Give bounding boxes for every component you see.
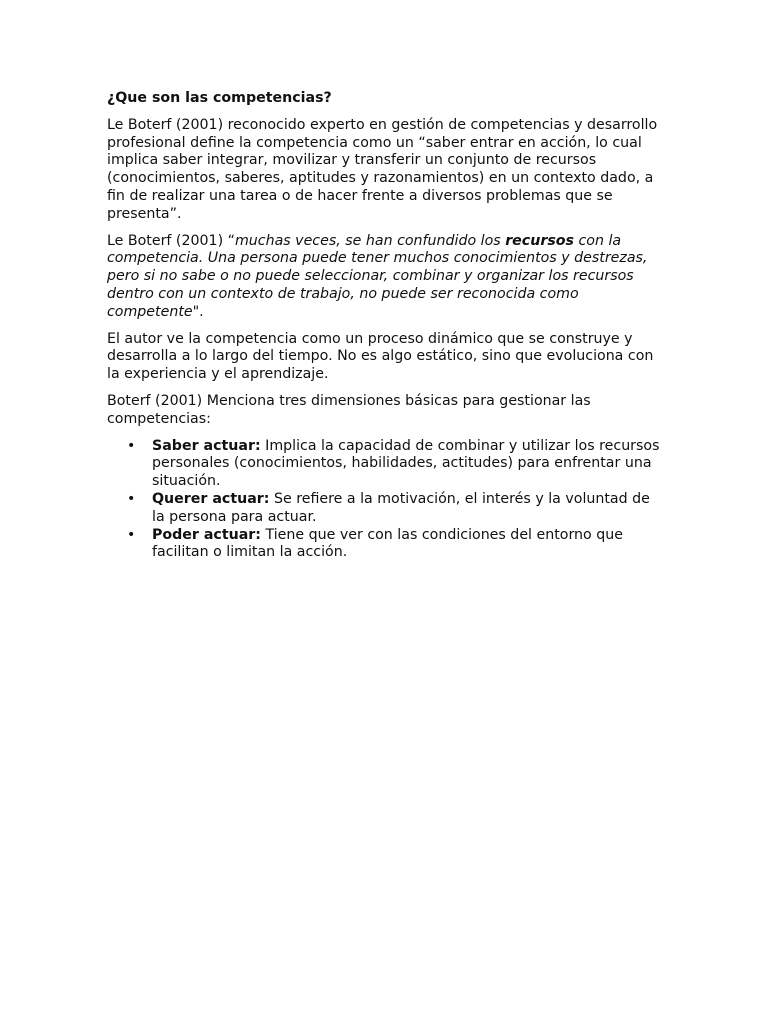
- quote-bold-recursos: recursos: [505, 232, 574, 249]
- list-item: [107, 491, 667, 527]
- quote-text-1: muchas veces, se han confundido los: [234, 232, 506, 249]
- quote-tail: ".: [192, 303, 204, 320]
- quote-lead: Le Boterf (2001) “: [107, 232, 235, 249]
- paragraph-quote: [107, 233, 667, 322]
- document-title: ¿Que son las competencias?: [107, 90, 332, 106]
- list-item-term: Querer actuar:: [152, 490, 270, 507]
- list-item-term: Saber actuar:: [152, 437, 261, 454]
- list-item: [107, 438, 667, 491]
- list-item-text: Se refiere a la motivación, el interés y la voluntad de la persona para actuar.: [152, 490, 650, 525]
- quote-text-2: con la competencia. Una persona puede tener muchos conocimientos y destrezas, pero si no sabe o no puede seleccionar, combinar y organizar los recursos dentro con un contexto de trabajo, no puede ser reconocida como competente: [107, 232, 648, 320]
- paragraph-definition: Le Boterf (2001) reconocido experto en gestión de competencias y desarrollo profesional define la competencia como un “saber entrar en acción, lo cual implica saber integrar, movilizar y transferir un conjunto de recursos (conocimientos, saberes, aptitudes y razonamientos) en un contexto dado, a fin de realizar una tarea o de hacer frente a diversos problemas que se presenta”.: [107, 116, 658, 222]
- list-item-term: Poder actuar:: [152, 526, 261, 543]
- paragraph-dimensions-intro: Boterf (2001) Menciona tres dimensiones básicas para gestionar las competencias:: [107, 392, 591, 427]
- paragraph-author: El autor ve la competencia como un proceso dinámico que se construye y desarrolla a lo largo del tiempo. No es algo estático, sino que evoluciona con la experiencia y el aprendizaje.: [107, 330, 654, 383]
- document-page: [107, 90, 667, 562]
- list-item-text: Tiene que ver con las condiciones del entorno que facilitan o limitan la acción.: [152, 526, 623, 561]
- bullet-icon: •: [127, 490, 136, 507]
- bullet-icon: •: [127, 526, 136, 543]
- list-item-text: Implica la capacidad de combinar y utilizar los recursos personales (conocimientos, habilidades, actitudes) para enfrentar una situación.: [152, 437, 660, 490]
- list-item: [107, 527, 667, 563]
- dimensions-list: [107, 438, 667, 563]
- bullet-icon: •: [127, 437, 136, 454]
